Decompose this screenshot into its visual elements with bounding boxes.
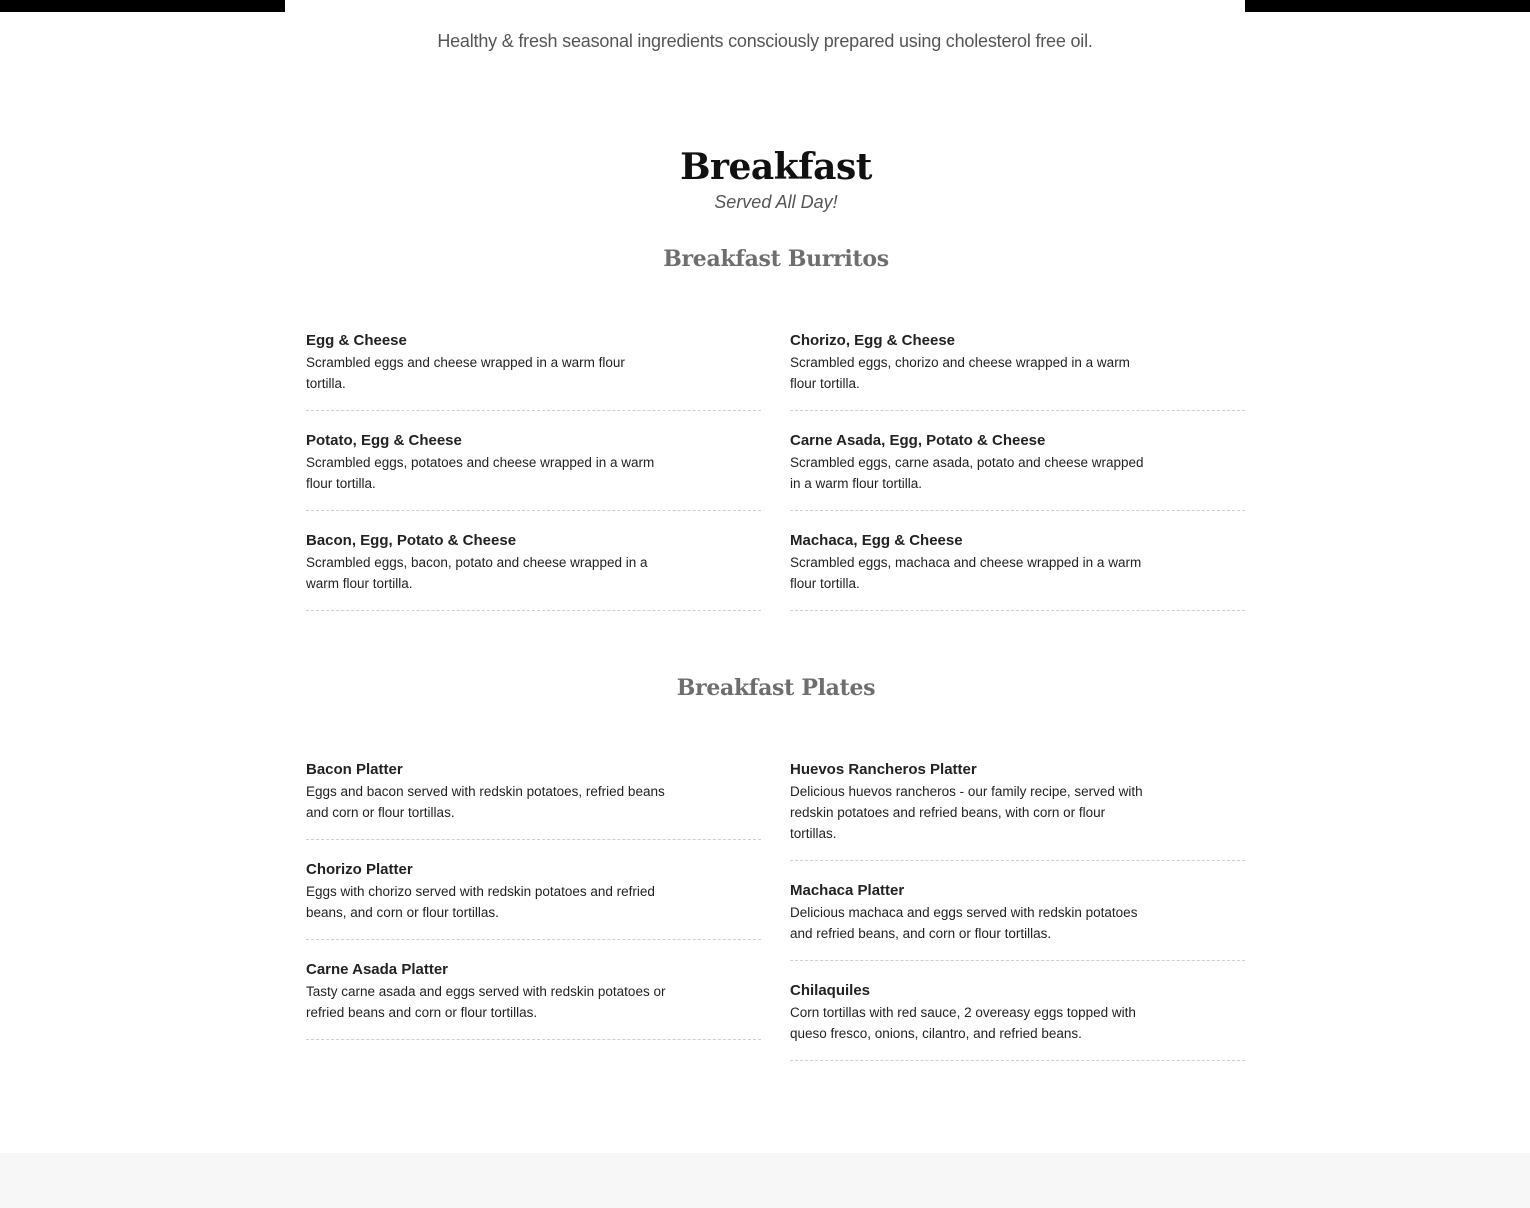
menu-item (790, 330, 1245, 411)
top-bar-left (0, 0, 285, 12)
menu-item-description: Scrambled eggs and cheese wrapped in a warm flour tortilla. (306, 355, 625, 391)
menu-item-description: Delicious machaca and eggs served with redskin potatoes and refried beans, and corn or flour tortillas. (790, 905, 1138, 941)
menu-item-description: Scrambled eggs, carne asada, potato and cheese wrapped in a warm flour tortilla. (790, 455, 1144, 491)
category-title-plates: Breakfast Plates (676, 675, 876, 701)
menu-item (790, 430, 1245, 511)
section-title: Breakfast (680, 146, 872, 188)
menu-item (790, 980, 1245, 1061)
plates-left-column (306, 759, 761, 1059)
section-subtitle: Served All Day! (714, 192, 838, 212)
menu-item (306, 859, 761, 940)
menu-item (306, 959, 761, 1040)
plates-right-column (790, 759, 1245, 1080)
top-bar-right (1245, 0, 1530, 12)
menu-item-name: Chilaquiles (790, 982, 871, 999)
tagline: Healthy & fresh seasonal ingredients consciously prepared using cholesterol free oil. (437, 31, 1093, 51)
menu-item (790, 759, 1245, 861)
burritos-left-column (306, 330, 761, 630)
menu-item-description: Eggs and bacon served with redskin potatoes, refried beans and corn or flour tortillas. (306, 784, 665, 820)
menu-item-description: Scrambled eggs, potatoes and cheese wrapped in a warm flour tortilla. (306, 455, 655, 491)
menu-item-name: Bacon Platter (306, 761, 403, 778)
menu-item-description: Corn tortillas with red sauce, 2 overeasy eggs topped with queso fresco, onions, cilantro, and refried beans. (790, 1005, 1136, 1041)
menu-item-description: Eggs with chorizo served with redskin potatoes and refried beans, and corn or flour tortillas. (306, 884, 655, 920)
menu-item (306, 530, 761, 611)
category-title-burritos: Breakfast Burritos (663, 246, 889, 272)
menu-item-name: Chorizo, Egg & Cheese (790, 332, 956, 349)
menu-item-description: Delicious huevos rancheros - our family recipe, served with redskin potatoes and refried beans, with corn or flour tortillas. (790, 784, 1143, 841)
menu-item-name: Carne Asada, Egg, Potato & Cheese (790, 432, 1046, 449)
menu-item (790, 530, 1245, 611)
menu-item (306, 759, 761, 840)
burritos-right-column (790, 330, 1245, 630)
menu-item-description: Scrambled eggs, machaca and cheese wrapped in a warm flour tortilla. (790, 555, 1142, 591)
menu-item (790, 880, 1245, 961)
menu-item-name: Huevos Rancheros Platter (790, 761, 977, 778)
menu-item-name: Machaca, Egg & Cheese (790, 532, 963, 549)
menu-item-description: Scrambled eggs, chorizo and cheese wrapped in a warm flour tortilla. (790, 355, 1130, 391)
menu-item (306, 330, 761, 411)
menu-item-name: Carne Asada Platter (306, 961, 449, 978)
menu-item-name: Machaca Platter (790, 882, 905, 899)
menu-item-name: Egg & Cheese (306, 332, 407, 349)
menu-item-name: Bacon, Egg, Potato & Cheese (306, 532, 517, 549)
menu-item (306, 430, 761, 511)
menu-item-name: Potato, Egg & Cheese (306, 432, 462, 449)
menu-item-name: Chorizo Platter (306, 861, 413, 878)
footer (0, 1153, 1530, 1208)
menu-item-description: Tasty carne asada and eggs served with redskin potatoes or refried beans and corn or flour tortillas. (306, 984, 666, 1020)
menu-item-description: Scrambled eggs, bacon, potato and cheese wrapped in a warm flour tortilla. (306, 555, 648, 591)
